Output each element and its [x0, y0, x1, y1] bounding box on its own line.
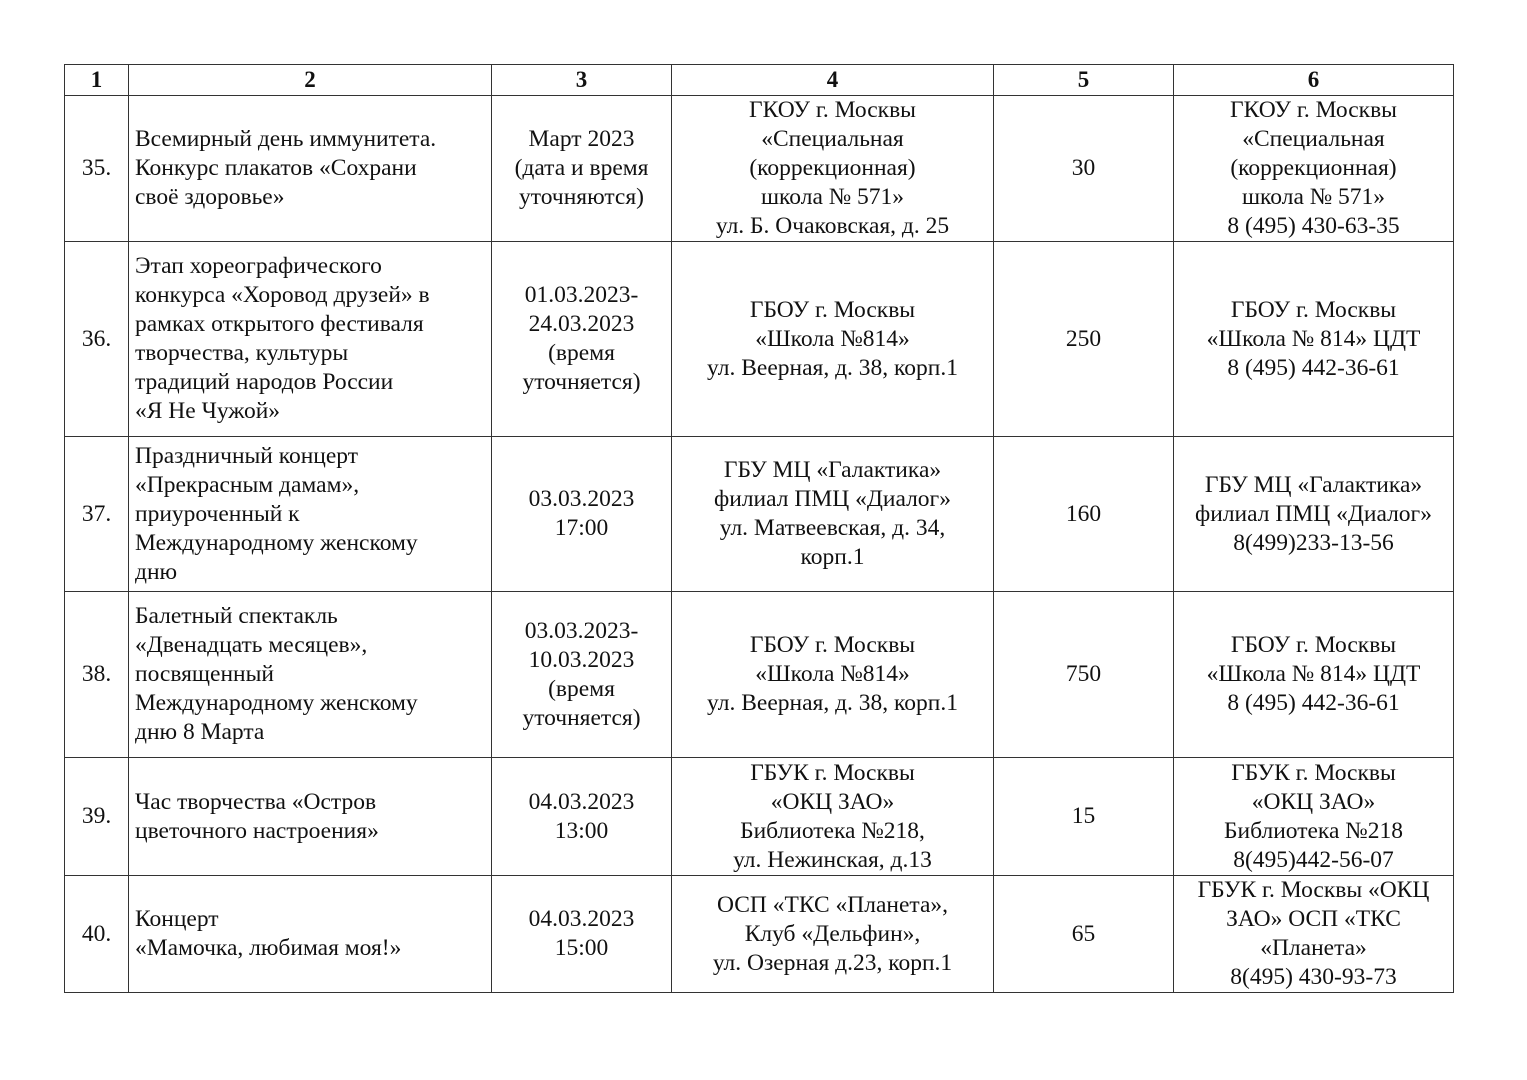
event-name-line: дню: [135, 558, 178, 585]
column-header-5: 5: [994, 65, 1174, 96]
event-name-cell: [129, 758, 492, 876]
event-name-line: посвященный: [135, 661, 274, 687]
row-number: 37.: [65, 437, 129, 592]
event-name-line: Международному женскому: [135, 690, 418, 716]
event-place-line: (коррекционная): [749, 155, 916, 181]
event-name-line: Международному женскому: [135, 529, 418, 556]
event-place-line: корп.1: [800, 544, 865, 570]
event-place-line: ул. Матвеевская, д. 34,: [719, 515, 946, 541]
event-date-line: Март 2023: [528, 126, 635, 152]
table-row: [65, 592, 1454, 758]
event-name-cell: [129, 876, 492, 993]
event-contact-line: ГБУК г. Москвы: [1231, 759, 1396, 786]
participant-count: 30: [994, 96, 1174, 242]
column-header-6: 6: [1174, 65, 1454, 96]
event-name-line: конкурса «Хоровод друзей» в: [135, 282, 430, 308]
event-place-line: ул. Веерная, д. 38, корп.1: [707, 690, 958, 716]
column-header-4: 4: [672, 65, 994, 96]
event-contact-cell: [1174, 876, 1454, 993]
event-name-line: своё здоровье»: [135, 184, 285, 210]
event-contact-cell: [1174, 758, 1454, 876]
event-contact-line: ГБУ МЦ «Галактика»: [1204, 471, 1423, 498]
event-contact-line: 8 (495) 430-63-35: [1227, 213, 1400, 239]
participant-count: 160: [994, 437, 1174, 592]
event-contact-line: 8(495) 430-93-73: [1230, 964, 1397, 990]
event-place-line: «ОКЦ ЗАО»: [770, 788, 895, 815]
participant-count: 250: [994, 242, 1174, 437]
event-contact-line: «Школа № 814» ЦДТ: [1206, 661, 1421, 687]
event-name-line: Балетный спектакль: [135, 603, 338, 629]
event-place-cell: [672, 242, 994, 437]
table-row: [65, 876, 1454, 993]
event-place-line: ул. Озерная д.23, корп.1: [712, 949, 953, 976]
table-row: [65, 96, 1454, 242]
event-date-line: уточняется): [522, 704, 641, 731]
event-date-line: 10.03.2023: [528, 646, 635, 673]
event-contact-cell: [1174, 437, 1454, 592]
event-name-line: дню 8 Марта: [135, 719, 265, 745]
event-date-line: 17:00: [554, 515, 609, 541]
event-place-line: ОСП «ТКС «Планета»,: [716, 891, 949, 918]
event-place-line: ГБОУ г. Москвы: [749, 296, 916, 323]
event-name-line: творчества, культуры: [135, 340, 349, 366]
event-place-line: «Школа №814»: [755, 325, 910, 352]
participant-count: 65: [994, 876, 1174, 993]
event-date-line: уточняются): [519, 184, 644, 210]
event-name-line: Всемирный день иммунитета.: [135, 126, 437, 152]
column-header-3: 3: [492, 65, 672, 96]
event-date-line: 03.03.2023-: [524, 617, 639, 644]
event-place-line: Клуб «Дельфин»,: [744, 920, 921, 947]
event-place-line: ГКОУ г. Москвы: [749, 97, 916, 123]
table-row: [65, 758, 1454, 876]
event-date-line: 01.03.2023-: [524, 282, 639, 308]
event-contact-line: 8 (495) 442-36-61: [1227, 354, 1400, 381]
event-place-line: филиал ПМЦ «Диалог»: [714, 486, 951, 512]
event-date-cell: [492, 96, 672, 242]
event-contact-line: школа № 571»: [1241, 184, 1386, 210]
row-number: 36.: [65, 242, 129, 437]
event-name-cell: [129, 592, 492, 758]
event-date-cell: [492, 437, 672, 592]
event-contact-line: «Школа № 814» ЦДТ: [1206, 325, 1421, 352]
event-date-line: 03.03.2023: [528, 486, 635, 512]
event-name-line: Праздничный концерт: [135, 442, 359, 469]
event-name-line: Этап хореографического: [135, 253, 382, 279]
event-contact-line: «Планета»: [1260, 935, 1367, 961]
event-name-line: Час творчества «Остров: [135, 788, 377, 815]
event-contact-cell: [1174, 96, 1454, 242]
event-place-line: школа № 571»: [760, 184, 905, 210]
event-place-cell: [672, 592, 994, 758]
event-place-line: ул. Нежинская, д.13: [733, 846, 932, 873]
event-contact-line: Библиотека №218: [1224, 817, 1403, 844]
event-place-line: «Школа №814»: [755, 661, 910, 687]
event-date-cell: [492, 592, 672, 758]
event-date-line: (дата и время: [514, 155, 649, 181]
event-place-cell: [672, 437, 994, 592]
event-contact-line: 8(499)233-13-56: [1233, 529, 1394, 556]
event-place-line: ул. Б. Очаковская, д. 25: [715, 213, 950, 239]
event-name-line: цветочного настроения»: [135, 817, 379, 844]
participant-count: 750: [994, 592, 1174, 758]
row-number: 39.: [65, 758, 129, 876]
event-date-line: 04.03.2023: [528, 906, 635, 932]
event-contact-cell: [1174, 592, 1454, 758]
event-date-cell: [492, 758, 672, 876]
event-contact-line: ГБОУ г. Москвы: [1230, 296, 1397, 323]
event-place-line: Библиотека №218,: [740, 817, 925, 844]
event-place-line: «Специальная: [761, 126, 904, 152]
header-row: [65, 65, 1454, 96]
event-name-line: рамках открытого фестиваля: [135, 311, 424, 337]
events-table: [64, 64, 1454, 993]
table-row: [65, 242, 1454, 437]
event-date-line: 24.03.2023: [528, 311, 635, 337]
event-contact-line: «ОКЦ ЗАО»: [1251, 788, 1376, 815]
event-name-line: «Я Не Чужой»: [135, 398, 281, 424]
event-contact-line: 8(495)442-56-07: [1233, 846, 1394, 873]
event-place-line: ГБУ МЦ «Галактика»: [723, 457, 942, 483]
column-header-1: 1: [65, 65, 129, 96]
event-name-line: традиций народов России: [135, 369, 394, 395]
event-name-line: «Двенадцать месяцев»,: [135, 632, 368, 658]
event-date-line: (время: [548, 675, 615, 702]
event-date-cell: [492, 242, 672, 437]
event-place-line: ГБУК г. Москвы: [750, 759, 915, 786]
event-name-line: «Мамочка, любимая моя!»: [135, 935, 402, 961]
event-contact-line: «Специальная: [1242, 126, 1385, 152]
event-contact-line: ГБУК г. Москвы «ОКЦ: [1197, 877, 1430, 903]
event-date-line: 04.03.2023: [528, 788, 635, 815]
row-number: 40.: [65, 876, 129, 993]
table-row: [65, 437, 1454, 592]
event-contact-line: ГБОУ г. Москвы: [1230, 632, 1397, 658]
event-name-line: приуроченный к: [135, 500, 300, 527]
row-number: 38.: [65, 592, 129, 758]
event-name-cell: [129, 96, 492, 242]
event-place-line: ул. Веерная, д. 38, корп.1: [707, 354, 958, 381]
event-date-line: 15:00: [554, 935, 609, 961]
row-number: 35.: [65, 96, 129, 242]
event-name-line: Конкурс плакатов «Сохрани: [135, 155, 417, 181]
event-date-cell: [492, 876, 672, 993]
event-contact-line: (коррекционная): [1230, 155, 1397, 181]
event-date-line: 13:00: [554, 817, 609, 844]
event-date-line: уточняется): [522, 369, 641, 395]
event-date-line: (время: [548, 340, 615, 366]
event-place-cell: [672, 876, 994, 993]
event-name-cell: [129, 242, 492, 437]
event-contact-line: ЗАО» ОСП «ТКС: [1226, 906, 1401, 932]
event-place-cell: [672, 758, 994, 876]
event-contact-line: филиал ПМЦ «Диалог»: [1195, 500, 1432, 527]
event-contact-line: ГКОУ г. Москвы: [1230, 97, 1397, 123]
event-place-line: ГБОУ г. Москвы: [749, 632, 916, 658]
participant-count: 15: [994, 758, 1174, 876]
event-name-cell: [129, 437, 492, 592]
event-contact-cell: [1174, 242, 1454, 437]
event-contact-line: 8 (495) 442-36-61: [1227, 690, 1400, 716]
event-place-cell: [672, 96, 994, 242]
event-name-line: Концерт: [135, 906, 219, 932]
event-name-line: «Прекрасным дамам»,: [135, 471, 360, 498]
column-header-2: 2: [129, 65, 492, 96]
